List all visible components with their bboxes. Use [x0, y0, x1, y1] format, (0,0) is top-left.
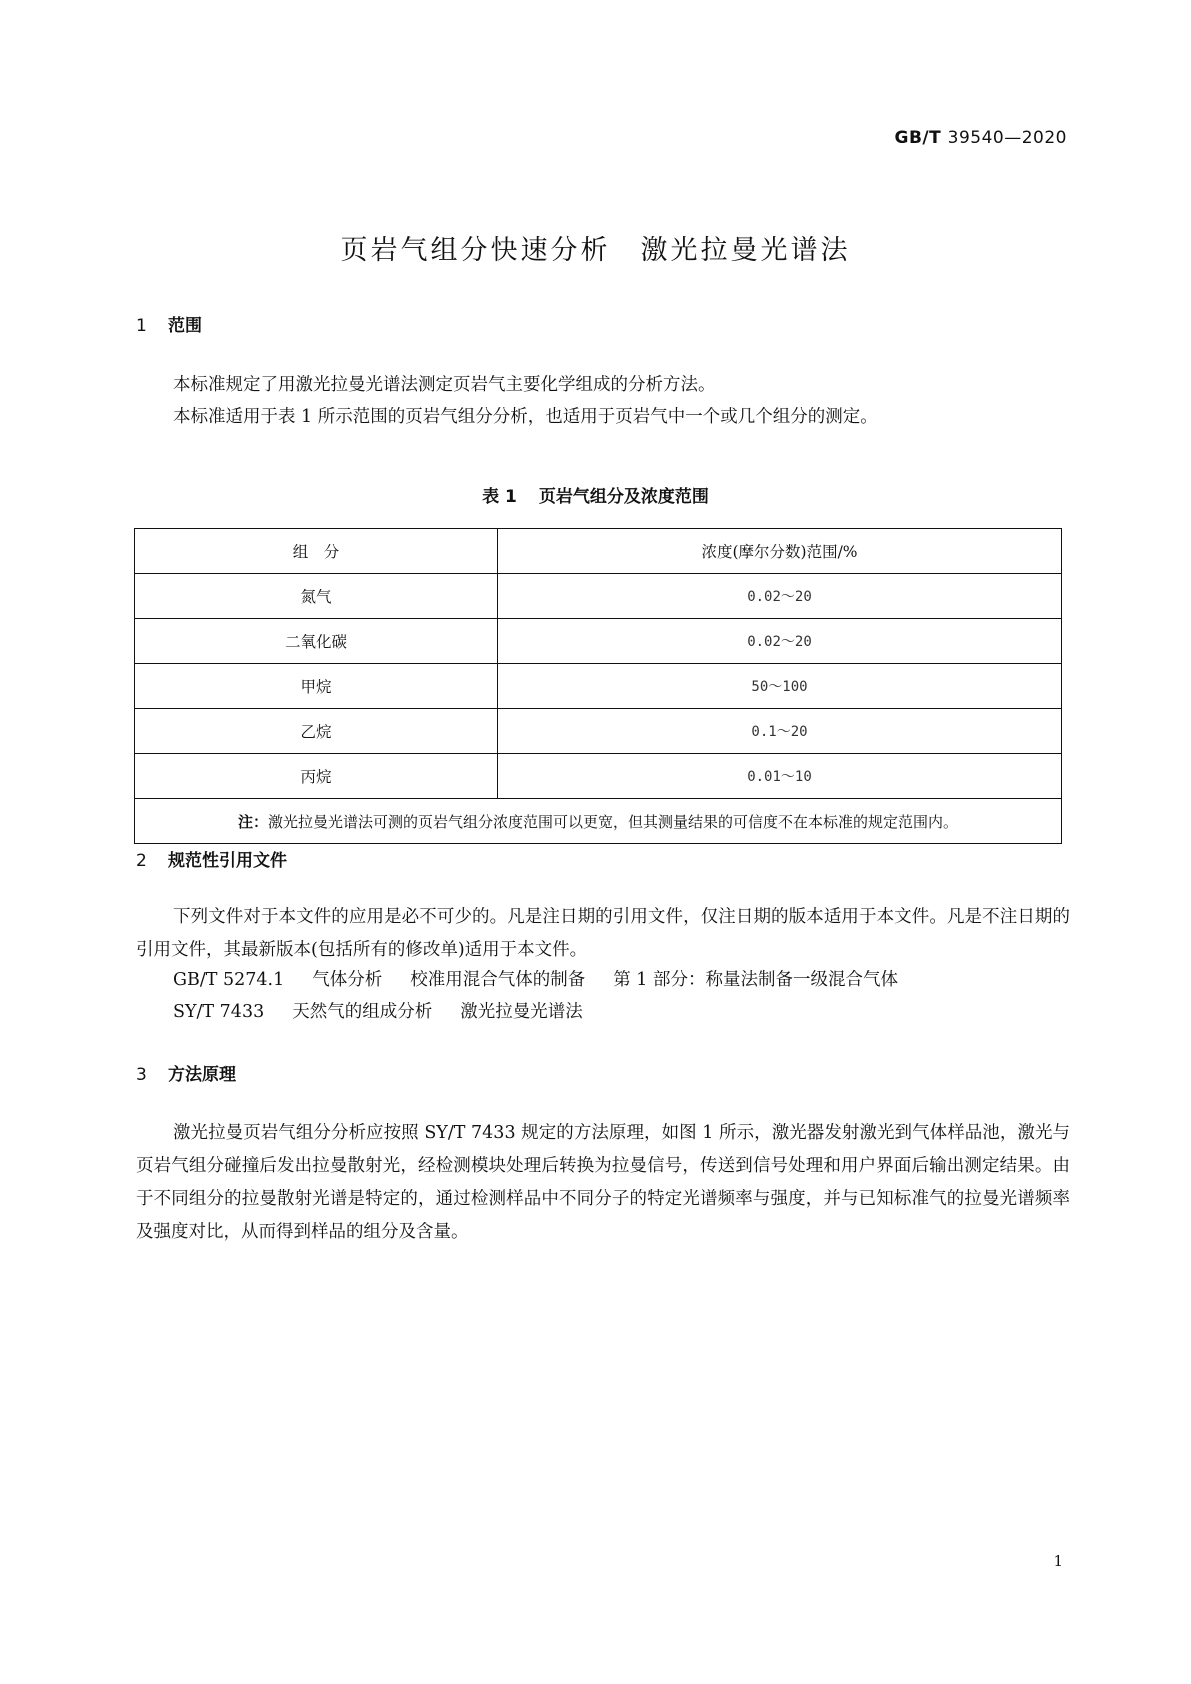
- component-name: 氮气: [135, 574, 498, 619]
- table-caption-label: 表 1: [482, 487, 517, 507]
- section-number: 3: [136, 1065, 147, 1085]
- concentration-range: 0.01～10: [498, 754, 1062, 799]
- note-text: 激光拉曼光谱法可测的页岩气组分浓度范围可以更宽，但其测量结果的可信度不在本标准的规定范围内。: [268, 812, 959, 831]
- section-3-heading: [136, 1060, 236, 1085]
- reference-title-part: 气体分析: [312, 970, 383, 990]
- table-row: [135, 574, 1062, 619]
- section-2-paragraph: 下列文件对于本文件的应用是必不可少的。凡是注日期的引用文件，仅注日期的版本适用于本文件。凡是不注日期的引用文件，其最新版本(包括所有的修改单)适用于本文件。: [136, 907, 1070, 960]
- section-1-paragraph-1: 本标准规定了用激光拉曼光谱法测定页岩气主要化学组成的分析方法。: [173, 375, 716, 395]
- table-row: [135, 754, 1062, 799]
- note-label: 注：: [237, 812, 268, 831]
- section-number: 1: [136, 316, 147, 336]
- table-caption-text: 页岩气组分及浓度范围: [538, 487, 709, 507]
- section-1-heading: [136, 311, 202, 336]
- component-name: 丙烷: [135, 754, 498, 799]
- concentration-range: 0.02～20: [498, 619, 1062, 664]
- section-title: 规范性引用文件: [168, 851, 287, 871]
- section-2-heading: [136, 846, 287, 871]
- reference-title-part: 校准用混合气体的制备: [410, 970, 586, 990]
- reference-code: GB/T 5274.1: [173, 970, 285, 990]
- reference-title-part: 天然气的组成分析: [292, 1002, 433, 1022]
- standard-code: [895, 128, 1067, 148]
- standard-prefix: GB/T: [894, 128, 942, 148]
- section-title: 范围: [168, 316, 202, 336]
- component-name: 甲烷: [135, 664, 498, 709]
- standard-number: 39540—2020: [947, 128, 1067, 148]
- component-name: 乙烷: [135, 709, 498, 754]
- table-row: [135, 619, 1062, 664]
- composition-table: [134, 528, 1062, 844]
- concentration-range: 0.1～20: [498, 709, 1062, 754]
- page-number: 1: [1053, 1552, 1063, 1570]
- reference-item: [173, 998, 583, 1023]
- table-header-row: [135, 529, 1062, 574]
- table-row: [135, 709, 1062, 754]
- document-title: [0, 228, 1191, 267]
- component-name: 二氧化碳: [135, 619, 498, 664]
- table-note: [135, 799, 1062, 844]
- title-method: 激光拉曼光谱法: [640, 235, 851, 266]
- section-3-paragraph: 激光拉曼页岩气组分分析应按照 SY/T 7433 规定的方法原理，如图 1 所示，激光器发射激光到气体样品池，激光与页岩气组分碰撞后发出拉曼散射光，经检测模块处理后转换为拉曼信号，传送到信号处理和用户界面后输出测定结果。由于不同组分的拉曼散射光谱是特定的，通过检测样品中不同分子的特定光谱频率与强度，并与已知标准气的拉曼光谱频率及强度对比，从而得到样品的组分及含量。: [136, 1123, 1070, 1242]
- section-title: 方法原理: [168, 1065, 236, 1085]
- section-number: 2: [136, 851, 147, 871]
- reference-code: SY/T 7433: [173, 1002, 265, 1022]
- section-1-paragraph-2: 本标准适用于表 1 所示范围的页岩气组分分析，也适用于页岩气中一个或几个组分的测定。: [173, 407, 878, 427]
- table-note-row: [135, 799, 1062, 844]
- reference-title-part: 第 1 部分：称量法制备一级混合气体: [613, 970, 898, 990]
- concentration-range: 0.02～20: [498, 574, 1062, 619]
- reference-item: [173, 966, 898, 991]
- header-component: 组 分: [135, 529, 498, 574]
- reference-title-part: 激光拉曼光谱法: [460, 1002, 583, 1022]
- header-concentration: 浓度(摩尔分数)范围/%: [498, 529, 1062, 574]
- table-row: [135, 664, 1062, 709]
- title-main: 页岩气组分快速分析: [340, 235, 611, 266]
- table-caption: [0, 482, 1191, 507]
- concentration-range: 50～100: [498, 664, 1062, 709]
